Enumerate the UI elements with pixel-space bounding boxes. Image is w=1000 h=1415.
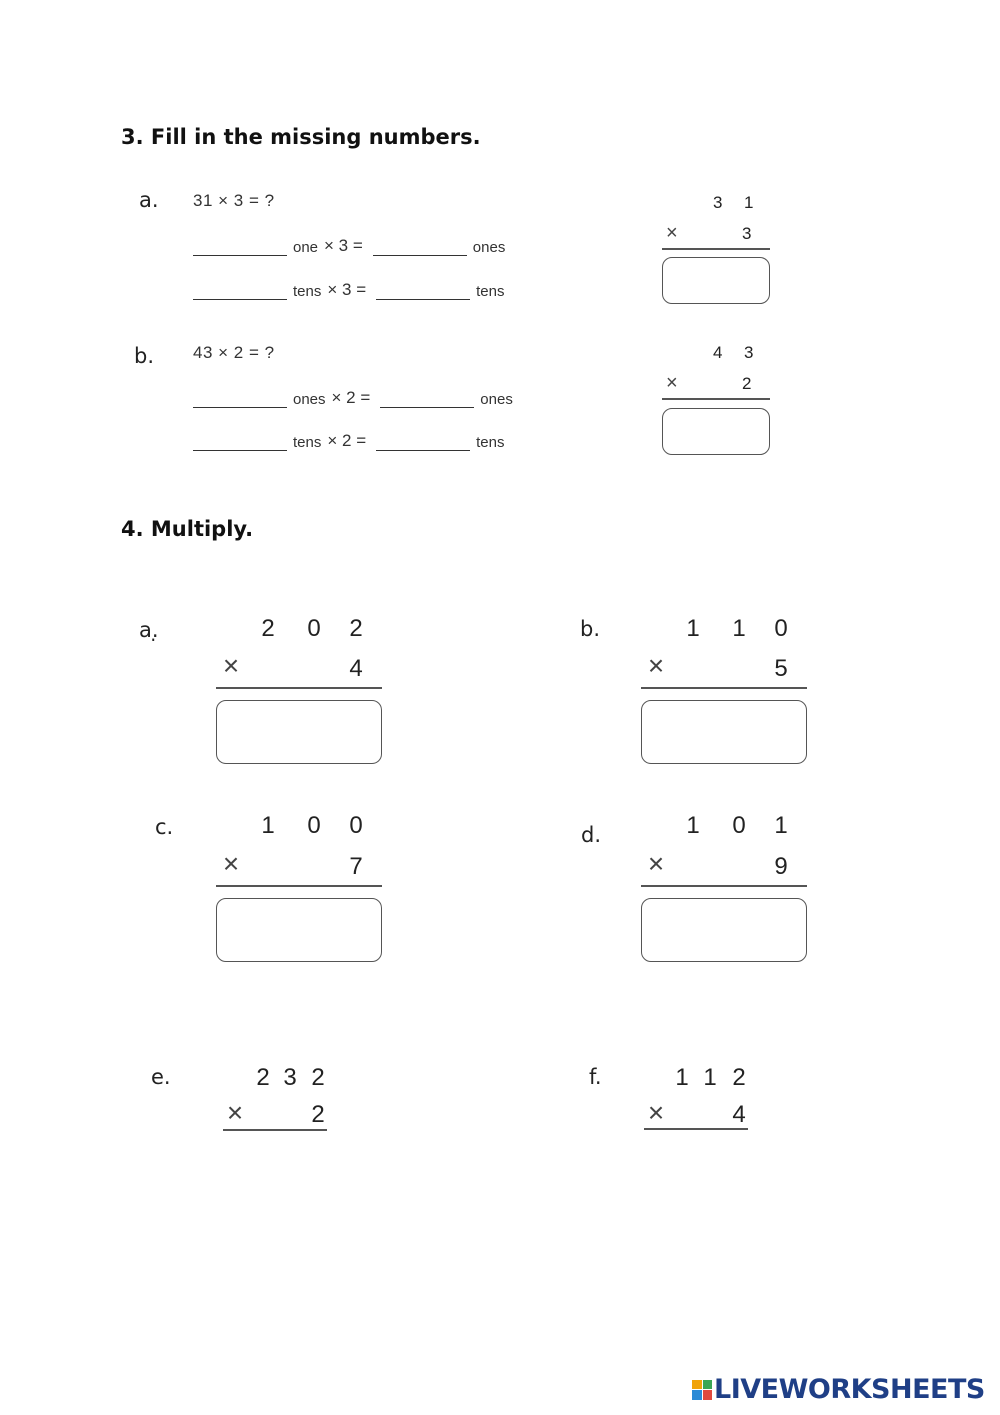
question-3a-label: a. xyxy=(139,188,159,212)
blank-input[interactable] xyxy=(193,391,287,408)
problem-multiplier: 9 xyxy=(774,853,788,880)
result-unit-label: tens xyxy=(476,283,505,300)
vertical-digit: 3 xyxy=(744,343,754,362)
section-3-heading: 3. Fill in the missing numbers. xyxy=(121,125,481,149)
logo-text: LIVEWORKSHEETS xyxy=(714,1374,985,1405)
multiply-sign-icon: × xyxy=(666,222,678,244)
question-3a-row-ones xyxy=(193,236,505,256)
section-4-heading: 4. Multiply. xyxy=(121,517,254,541)
problem-multiplier: 7 xyxy=(349,853,363,880)
problem-digit: 1 xyxy=(261,812,275,839)
problem-digit: 2 xyxy=(349,615,363,642)
blank-input[interactable] xyxy=(376,434,470,451)
blank-input[interactable] xyxy=(373,239,467,256)
question-3b-label: b. xyxy=(134,344,155,368)
problem-digit: 0 xyxy=(307,812,321,839)
multiply-sign-icon: × xyxy=(666,372,678,394)
problem-digit: 1 xyxy=(774,812,788,839)
vertical-multiplier: 3 xyxy=(742,224,752,243)
problem-multiplier: 5 xyxy=(774,655,788,682)
multiply-sign-icon: × xyxy=(222,848,240,879)
problem-divider-line xyxy=(641,687,807,689)
problem-4b-label: b. xyxy=(580,617,601,641)
problem-digit: 0 xyxy=(774,615,788,642)
multiply-sign-icon: × xyxy=(226,1097,244,1128)
vertical-divider-line xyxy=(662,398,770,400)
answer-box[interactable] xyxy=(641,898,807,962)
liveworksheets-logo-icon xyxy=(692,1380,712,1400)
answer-box[interactable] xyxy=(216,898,382,962)
problem-divider-line xyxy=(644,1128,748,1130)
question-3b-equation: 43 × 2 = ? xyxy=(193,343,275,362)
answer-box[interactable] xyxy=(216,700,382,764)
unit-label: tens xyxy=(293,283,322,300)
result-unit-label: ones xyxy=(472,239,506,256)
problem-divider-line xyxy=(216,687,382,689)
problem-digit: 1 xyxy=(686,615,700,642)
vertical-multiplier: 2 xyxy=(742,374,752,393)
problem-4c-label: c. xyxy=(155,815,174,839)
problem-digit: 1 xyxy=(703,1064,717,1091)
liveworksheets-logo xyxy=(692,1374,985,1405)
problem-digit: 2 xyxy=(311,1064,325,1091)
logo-square xyxy=(692,1380,702,1390)
problem-digit: 1 xyxy=(686,812,700,839)
question-3a-row-tens xyxy=(193,280,504,300)
multiply-sign-icon: × xyxy=(647,650,665,681)
result-unit-label: ones xyxy=(480,391,513,408)
logo-square xyxy=(692,1390,702,1400)
logo-square xyxy=(703,1390,713,1400)
unit-label: ones xyxy=(293,391,326,408)
multiply-sign-icon: × xyxy=(222,650,240,681)
unit-label: one xyxy=(293,239,319,256)
problem-divider-line xyxy=(223,1129,327,1131)
problem-digit: 2 xyxy=(732,1064,746,1091)
problem-multiplier: 4 xyxy=(732,1101,746,1128)
operation-label: × 2 = xyxy=(331,388,371,407)
operation-label: × 2 = xyxy=(327,431,367,450)
problem-multiplier: 4 xyxy=(349,655,363,682)
blank-input[interactable] xyxy=(193,283,287,300)
question-3a-equation: 31 × 3 = ? xyxy=(193,191,275,210)
problem-divider-line xyxy=(216,885,382,887)
vertical-digit: 3 xyxy=(713,193,723,212)
vertical-digit: 4 xyxy=(713,343,723,362)
operation-label: × 3 = xyxy=(327,280,367,299)
problem-digit: 2 xyxy=(261,615,275,642)
blank-input[interactable] xyxy=(193,239,287,256)
blank-input[interactable] xyxy=(193,434,287,451)
blank-input[interactable] xyxy=(376,283,470,300)
answer-box[interactable] xyxy=(662,257,770,304)
question-3b-row-tens xyxy=(193,431,504,451)
unit-label: tens xyxy=(293,434,322,451)
problem-digit: 0 xyxy=(307,615,321,642)
multiply-sign-icon: × xyxy=(647,848,665,879)
answer-box[interactable] xyxy=(641,700,807,764)
multiply-sign-icon: × xyxy=(647,1097,665,1128)
problem-digit: 2 xyxy=(256,1064,270,1091)
problem-digit: 0 xyxy=(732,812,746,839)
problem-4a-label: a.̣ xyxy=(139,618,159,642)
problem-4f-label: f. xyxy=(589,1065,602,1089)
answer-box[interactable] xyxy=(662,408,770,455)
problem-digit: 1 xyxy=(732,615,746,642)
problem-digit: 3 xyxy=(283,1064,297,1091)
vertical-divider-line xyxy=(662,248,770,250)
result-unit-label: tens xyxy=(476,434,505,451)
problem-divider-line xyxy=(641,885,807,887)
vertical-digit: 1 xyxy=(744,193,754,212)
logo-square xyxy=(703,1380,713,1390)
problem-digit: 0 xyxy=(349,812,363,839)
question-3b-row-ones xyxy=(193,388,513,408)
problem-digit: 1 xyxy=(675,1064,689,1091)
problem-4d-label: d. xyxy=(581,823,602,847)
operation-label: × 3 = xyxy=(324,236,363,255)
problem-multiplier: 2 xyxy=(311,1101,325,1128)
blank-input[interactable] xyxy=(380,391,474,408)
problem-4e-label: e. xyxy=(151,1065,171,1089)
